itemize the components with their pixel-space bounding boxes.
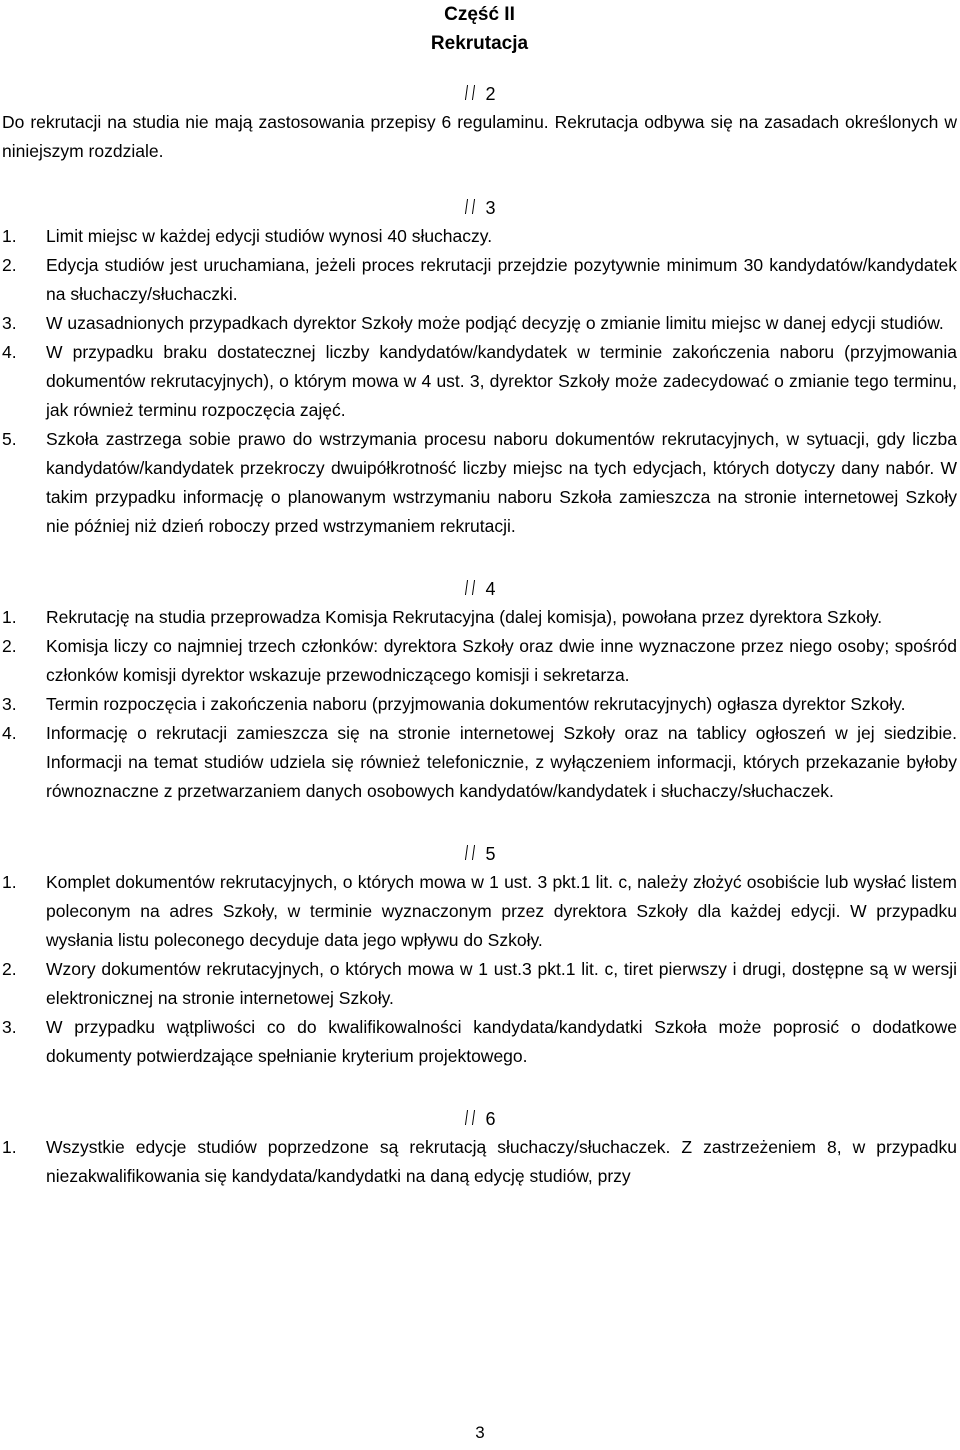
list-item: 1. Rekrutację na studia przeprowadza Komisja Rekrutacyjna (dalej komisja), powołana przez dyrektora Szkoły.	[2, 607, 883, 627]
section-3-list	[2, 222, 957, 541]
list-item: 4. Informację o rekrutacji zamieszcza się na stronie internetowej Szkoły oraz na tablicy ogłoszeń w jej siedzibie. Informacji na temat studiów udziela się również telefonicznie, z wyłączeniem informacji, których przekazanie byłoby równoznaczne z przetwarzaniem danych osobowych kandydatów/kandydatek i słuchaczy/słuchaczek.	[2, 723, 957, 801]
section-heading-4: 4	[2, 575, 957, 603]
list-item: 5. Szkoła zastrzega sobie prawo do wstrzymania procesu naboru dokumentów rekrutacyjnych, w sytuacji, gdy liczba kandydatów/kandydatek przekroczy dwuipółkrotność liczby miejsc na tych edycjach, których dotyczy dany nabór. W takim przypadku informację o planowanym wstrzymaniu naboru Szkoła zamieszcza na stronie internetowej Szkoły nie później niż dzień roboczy przed wstrzymaniem rekrutacji.	[2, 429, 957, 536]
list-item: 3. W przypadku wątpliwości co do kwalifikowalności kandydata/kandydatki Szkoła może poprosić o dodatkowe dokumenty potwierdzające spełnianie kryterium projektowego.	[2, 1017, 957, 1066]
section-heading-6: 6	[2, 1105, 957, 1133]
list-item: 3. W uzasadnionych przypadkach dyrektor Szkoły może podjąć decyzję o zmianie limitu miejsc w danej edycji studiów.	[2, 313, 944, 333]
page-number: 3	[475, 1423, 485, 1442]
section-heading-3: 3	[2, 194, 957, 222]
section-sign-icon	[463, 579, 477, 597]
chapter-title: Rekrutacja	[430, 33, 529, 54]
list-item: 1. Komplet dokumentów rekrutacyjnych, o których mowa w 1 ust. 3 pkt.1 lit. c, należy złożyć osobiście lub wysłać listem poleconym na adres Szkoły, w terminie wyznaczonym przez dyrektora Szkoły dla każdej edycji. W przypadku wysłania listu poleconego decyduje data jego wpływu do Szkoły.	[2, 872, 957, 950]
section-heading-5: 5	[2, 840, 957, 868]
list-item: 2. Komisja liczy co najmniej trzech członków: dyrektora Szkoły oraz dwie inne wyznaczone przez niego osoby; spośród członków komisji dyrektor wskazuje przewodniczącego komisji i sekretarza.	[2, 636, 957, 685]
section-sign-icon	[463, 844, 477, 862]
section-sign-icon	[463, 84, 477, 102]
section-sign-icon	[463, 198, 477, 216]
list-item: 1. Wszystkie edycje studiów poprzedzone są rekrutacją słuchaczy/słuchaczek. Z zastrzeżeniem 8, w przypadku niezakwalifikowania się kandydata/kandydatki na daną edycję studiów, przy	[2, 1137, 957, 1186]
list-item: 2. Edycja studiów jest uruchamiana, jeżeli proces rekrutacji przejdzie pozytywnie minimum 30 kandydatów/kandydatek na słuchaczy/słuchaczki.	[2, 255, 957, 304]
list-item: 4. W przypadku braku dostatecznej liczby kandydatów/kandydatek w terminie zakończenia naboru (przyjmowania dokumentów rekrutacyjnych), o którym mowa w 4 ust. 3, dyrektor Szkoły może zadecydować o zmianie tego terminu, jak również terminu rozpoczęcia zajęć.	[2, 342, 957, 420]
list-item: 1. Limit miejsc w każdej edycji studiów wynosi 40 słuchaczy.	[2, 226, 493, 246]
section-heading-2: 2	[2, 80, 957, 108]
section-sign-icon	[463, 1109, 477, 1127]
section-2-text: Do rekrutacji na studia nie mają zastosowania przepisy 6 regulaminu. Rekrutacja odbywa się na zasadach określonych w niniejszym rozdziale.	[2, 112, 957, 161]
document-page	[2, 0, 957, 1191]
section-5-list	[2, 868, 957, 1071]
list-item: 2. Wzory dokumentów rekrutacyjnych, o których mowa w 1 ust.3 pkt.1 lit. c, tiret pierwszy i drugi, dostępne są w wersji elektronicznej na stronie internetowej Szkoły.	[2, 959, 957, 1008]
section-4-list	[2, 603, 957, 806]
section-6-list	[2, 1133, 957, 1191]
list-item: 3. Termin rozpoczęcia i zakończenia naboru (przyjmowania dokumentów rekrutacyjnych) ogłasza dyrektor Szkoły.	[2, 694, 906, 714]
part-heading: Część II	[444, 4, 515, 25]
